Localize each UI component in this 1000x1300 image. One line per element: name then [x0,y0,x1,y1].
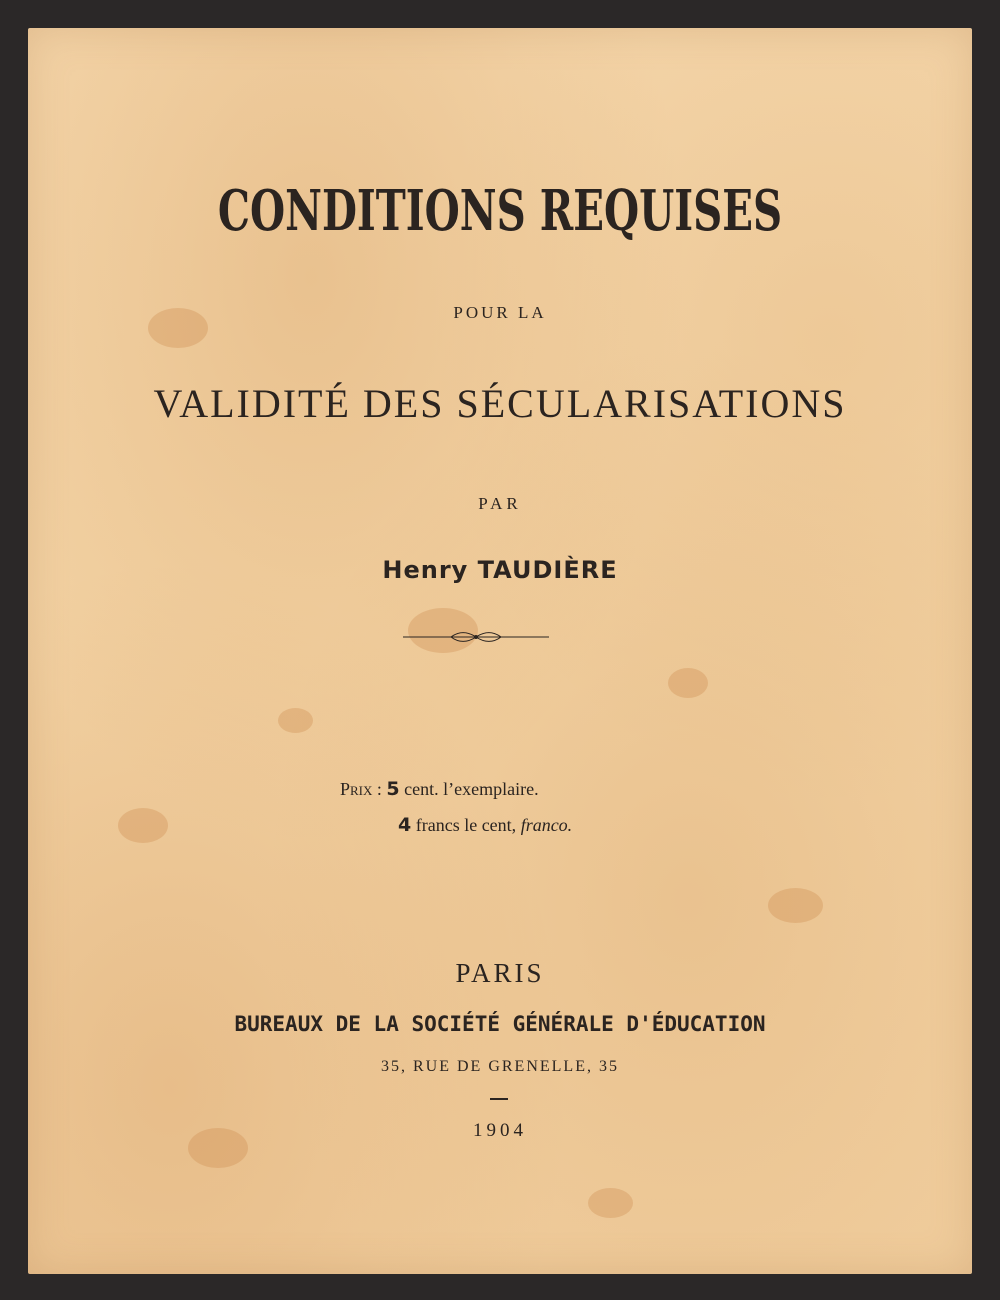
title-page [28,28,972,1274]
publication-year: 1904 [473,1120,527,1141]
ornament-rule-icon [403,628,549,646]
publication-city: PARIS [455,958,545,988]
stain [588,1188,633,1218]
price-amount-2: 4 [398,814,412,836]
document-subtitle: VALIDITÉ DES SÉCULARISATIONS [153,381,847,426]
title-connector: POUR LA [453,303,547,322]
stain [768,888,823,923]
by-line: PAR [478,494,522,513]
price-line-2 [398,814,572,836]
publisher-address: 35, RUE DE GRENELLE, 35 [381,1058,619,1075]
stain [118,808,168,843]
divider [490,1098,508,1100]
price-amount-1: 5 [386,778,400,800]
stain [668,668,708,698]
stain [278,708,313,733]
price-text-1: cent. l’exemplaire. [404,779,539,799]
price-italic: franco. [520,815,573,835]
publisher: BUREAUX DE LA SOCIÉTÉ GÉNÉRALE D'ÉDUCATION [234,1012,766,1036]
price-label: Prix : [340,779,382,799]
document-title: CONDITIONS REQUISES [217,178,783,244]
price-line-1 [340,778,539,800]
price-text-2: francs le cent, [415,815,517,835]
author-name: Henry TAUDIÈRE [382,556,618,584]
